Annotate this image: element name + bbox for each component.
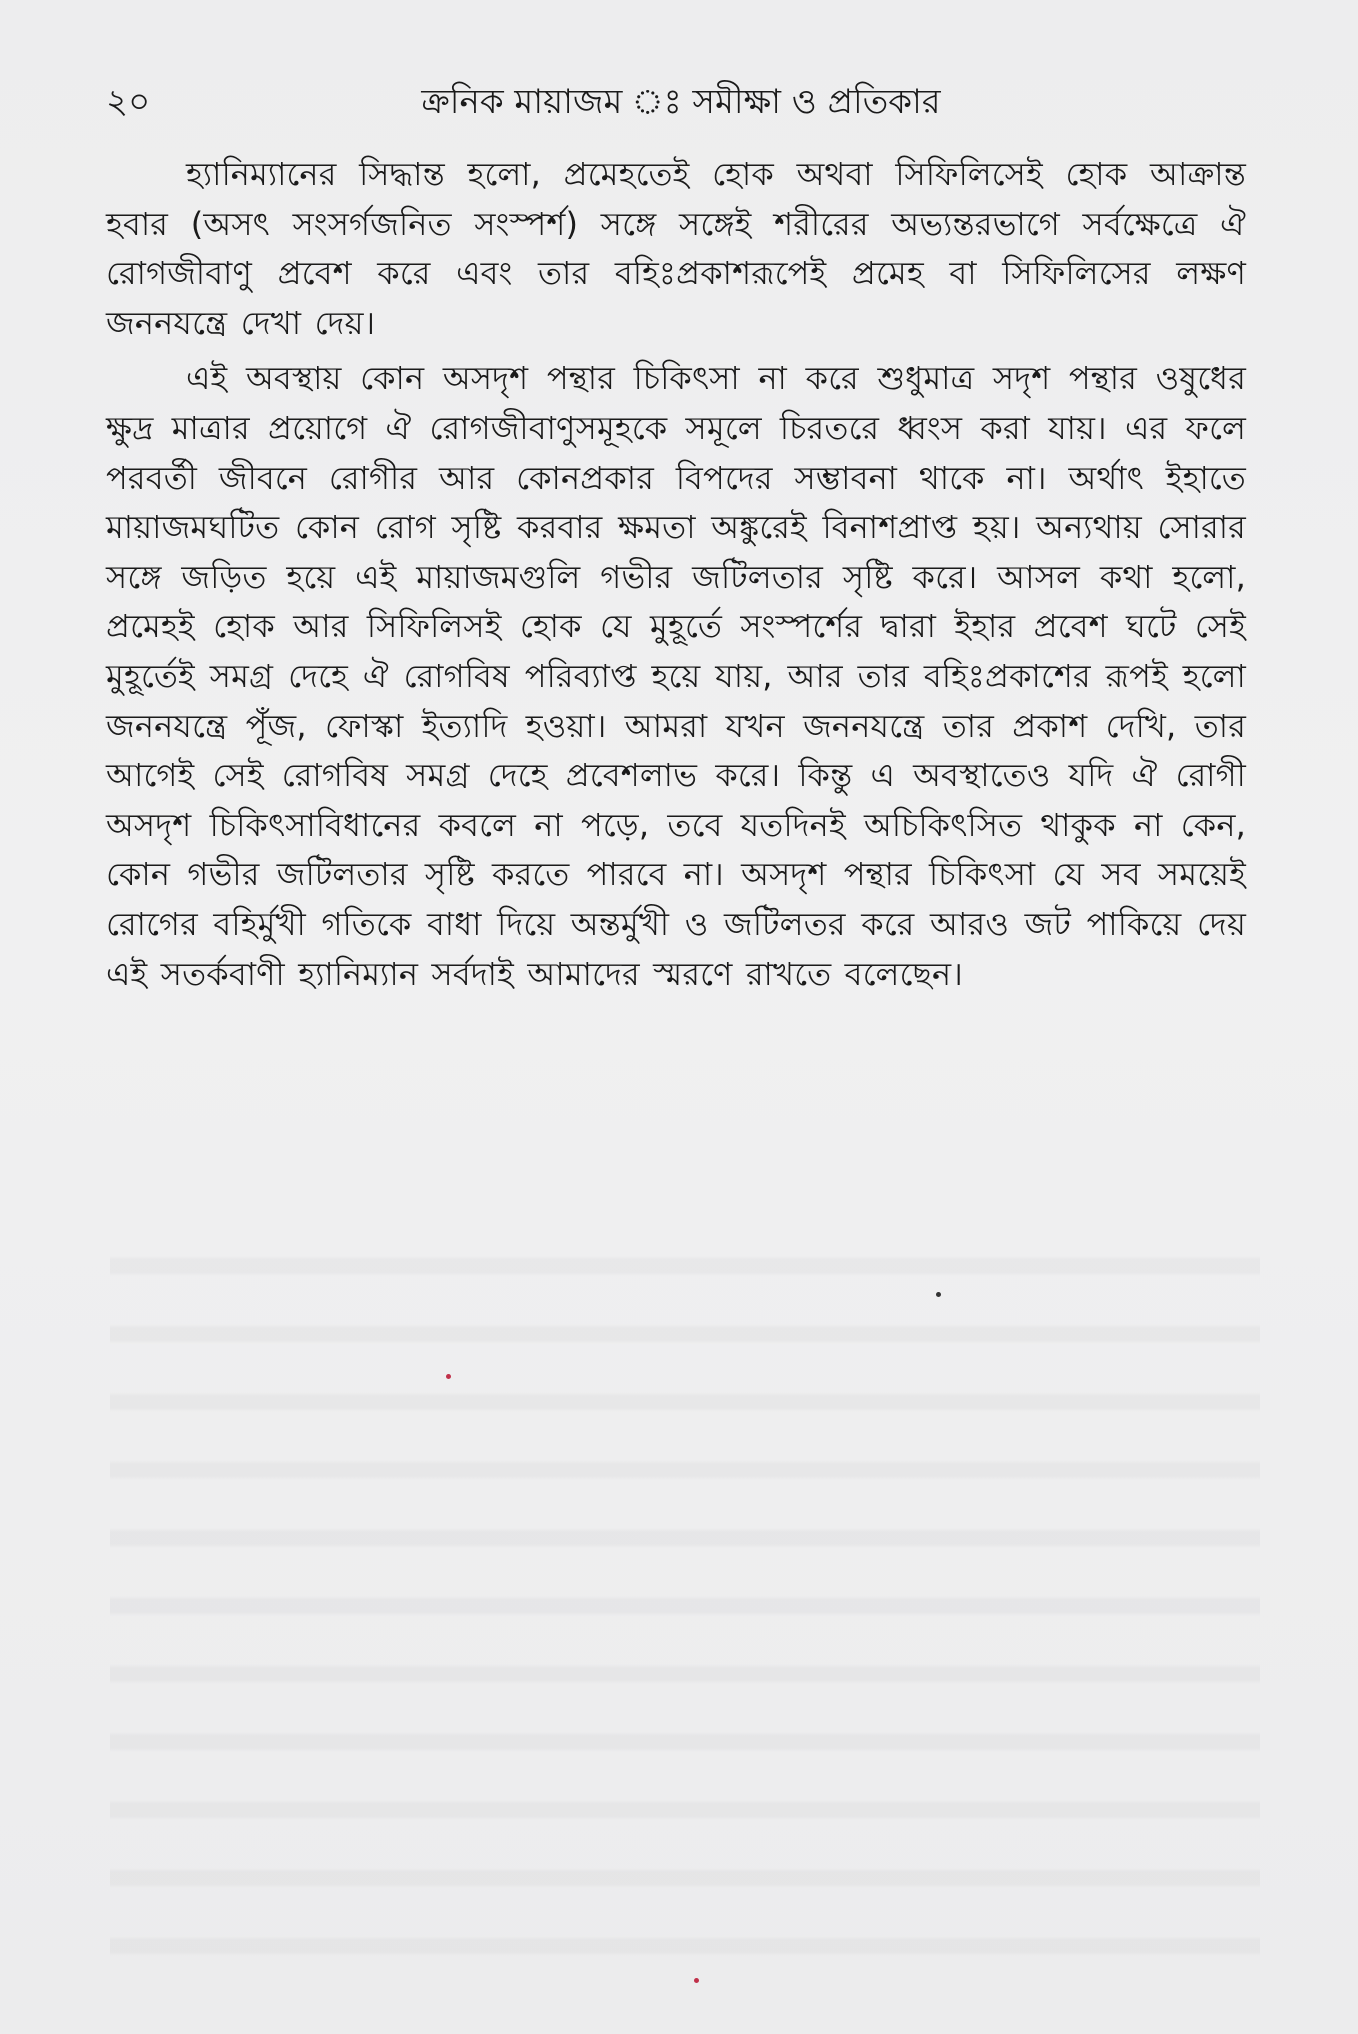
ink-speck [936, 1292, 941, 1297]
paragraph: হ্যানিম্যানের সিদ্ধান্ত হলো, প্রমেহতেই হোক অথবা সিফিলিসেই হোক আক্রান্ত হবার (অসৎ সংসর্গজনিত সংস্পর্শ) সঙ্গে সঙ্গেই শরীরের অভ্যন্তরভাগে সর্বক্ষেত্রে ঐ রোগজীবাণু প্রবেশ করে এবং তার বহিঃপ্রকাশরূপেই প্রমেহ বা সিফিলিসের লক্ষণ জননযন্ত্রে দেখা দেয়। [106, 155, 1246, 342]
page-number: ২০ [106, 82, 151, 122]
ink-speck [694, 1978, 699, 1983]
page-header [106, 72, 1256, 132]
running-title: ক্রনিক মায়াজম ঃ সমীক্ষা ও প্রতিকার [421, 82, 941, 122]
paragraph: এই অবস্থায় কোন অসদৃশ পন্থার চিকিৎসা না করে শুধুমাত্র সদৃশ পন্থার ওষুধের ক্ষুদ্র মাত্রার প্রয়োগে ঐ রোগজীবাণুসমূহকে সমূলে চিরতরে ধ্বংস করা যায়। এর ফলে পরবর্তী জীবনে রোগীর আর কোনপ্রকার বিপদের সম্ভাবনা থাকে না। অর্থাৎ ইহাতে মায়াজমঘটিত কোন রোগ সৃষ্টি করবার ক্ষমতা অঙ্কুরেই বিনাশপ্রাপ্ত হয়। অন্যথায় সোরার সঙ্গে জড়িত হয়ে এই মায়াজমগুলি গভীর জটিলতার সৃষ্টি করে। আসল কথা হলো, প্রমেহই হোক আর সিফিলিসই হোক যে মুহূর্তে সংস্পর্শের দ্বারা ইহার প্রবেশ ঘটে সেই মুহূর্তেই সমগ্র দেহে ঐ রোগবিষ পরিব্যাপ্ত হয়ে যায়, আর তার বহিঃপ্রকাশের রূপই হলো জননযন্ত্রে পূঁজ, ফোস্কা ইত্যাদি হওয়া। আমরা যখন জননযন্ত্রে তার প্রকাশ দেখি, তার আগেই সেই রোগবিষ সমগ্র দেহে প্রবেশলাভ করে। কিন্তু এ অবস্থাতেও যদি ঐ রোগী অসদৃশ চিকিৎসাবিধানের কবলে না পড়ে, তবে যতদিনই অচিকিৎসিত থাকুক না কেন, কোন গভীর জটিলতার সৃষ্টি করতে পারবে না। অসদৃশ পন্থার চিকিৎসা যে সব সময়েই রোগের বহির্মুখী গতিকে বাধা দিয়ে অন্তর্মুখী ও জটিলতর করে আরও জট পাকিয়ে দেয় এই সতর্কবাণী হ্যানিম্যান সর্বদাই আমাদের স্মরণে রাখতে বলেছেন। [106, 359, 1246, 993]
body-text [106, 150, 1246, 1005]
ink-speck [446, 1374, 451, 1379]
show-through-text [110, 1220, 1260, 2000]
